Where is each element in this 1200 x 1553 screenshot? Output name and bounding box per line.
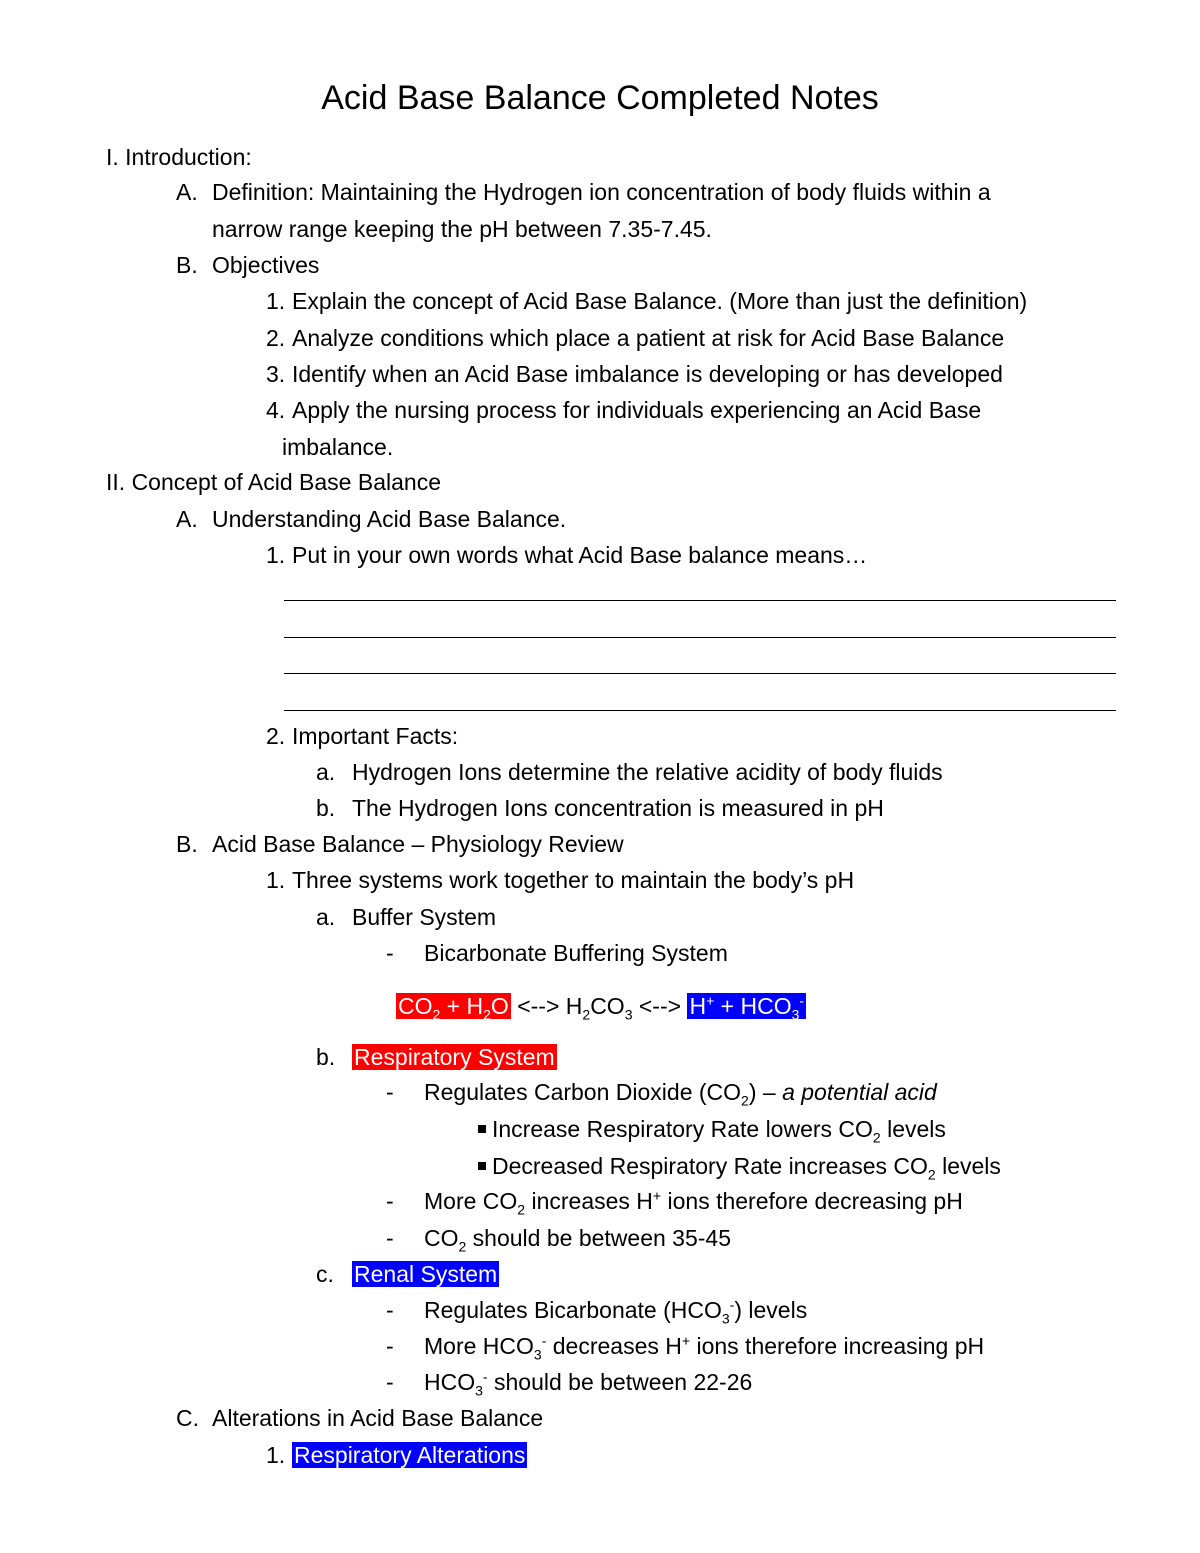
resp-more-line: [386, 1186, 963, 1216]
letter-marker: A.: [176, 506, 198, 532]
renal-system-line: [316, 1259, 499, 1289]
resp-decrease-line: [478, 1151, 1001, 1181]
resp-increase-text: Increase Respiratory Rate lowers CO: [492, 1116, 873, 1142]
concept-heading: Concept of Acid Base Balance: [131, 469, 441, 495]
definition-text-1: Definition: Maintaining the Hydrogen ion concentration of body fluids within a: [212, 179, 991, 205]
renal-regulates-text: ) levels: [734, 1297, 808, 1323]
section-introduction: [106, 142, 252, 172]
letter-marker: a.: [316, 759, 336, 785]
physiology-heading: Acid Base Balance – Physiology Review: [212, 831, 624, 857]
answer-line[interactable]: [284, 673, 1116, 674]
definition-line-1: [176, 177, 991, 207]
dash-bullet: -: [386, 1333, 394, 1359]
number-marker: 2.: [266, 325, 286, 351]
objective-2: [266, 323, 1004, 353]
number-marker: 4.: [266, 397, 286, 423]
letter-marker: B.: [176, 831, 198, 857]
resp-range-text: CO: [424, 1225, 459, 1251]
renal-more-line: [386, 1331, 984, 1361]
objective-1-text: Explain the concept of Acid Base Balance. (More than just the definition): [292, 288, 1028, 314]
objective-2-text: Analyze conditions which place a patient at risk for Acid Base Balance: [292, 325, 1005, 351]
own-words-prompt: Put in your own words what Acid Base balance means…: [292, 542, 868, 568]
subscript: 3: [721, 1310, 730, 1327]
buffer-system-line: [316, 902, 496, 932]
alterations-heading: Alterations in Acid Base Balance: [212, 1405, 544, 1431]
superscript: +: [652, 1187, 662, 1204]
respiratory-alterations-heading: Respiratory Alterations: [294, 1442, 526, 1468]
renal-system-heading: Renal System: [354, 1261, 498, 1287]
superscript: -: [482, 1368, 488, 1385]
renal-regulates-text: Regulates Bicarbonate (HCO: [424, 1297, 722, 1323]
dash-bullet: -: [386, 1188, 394, 1214]
objectives-line: [176, 250, 319, 280]
resp-regulates-italic: a potential acid: [782, 1079, 937, 1105]
square-bullet-icon: [478, 1162, 486, 1170]
number-marker: 3.: [266, 361, 286, 387]
resp-more-text: ions therefore decreasing pH: [661, 1188, 963, 1214]
physiology-line: [176, 829, 624, 859]
eq-sup: -: [799, 992, 805, 1009]
bicarbonate-buffer-text: Bicarbonate Buffering System: [424, 940, 728, 966]
definition-text-2: narrow range keeping the pH between 7.35-7.45.: [212, 216, 712, 242]
roman-marker: I.: [106, 144, 119, 170]
roman-marker: II.: [106, 469, 126, 495]
number-marker: 1.: [266, 288, 286, 314]
resp-regulates-line: [386, 1077, 937, 1107]
letter-marker: c.: [316, 1261, 334, 1287]
eq-arrow: <-->: [632, 993, 688, 1019]
objective-4-text: Apply the nursing process for individuals experiencing an Acid Base: [292, 397, 982, 423]
resp-increase-text: levels: [880, 1116, 946, 1142]
resp-increase-line: [478, 1114, 946, 1144]
fact-a-text: Hydrogen Ions determine the relative acidity of body fluids: [352, 759, 943, 785]
square-bullet-icon: [478, 1125, 486, 1133]
eq-sub: 2: [432, 1006, 441, 1023]
eq-arrow-h: <--> H: [510, 993, 583, 1019]
renal-range-text: HCO: [424, 1369, 476, 1395]
resp-range-line: [386, 1223, 731, 1253]
buffer-equation: [396, 991, 806, 1021]
fact-b-text: The Hydrogen Ions concentration is measured in pH: [352, 795, 884, 821]
resp-regulates-text: Regulates Carbon Dioxide (CO: [424, 1079, 742, 1105]
resp-range-text: should be between 35-45: [466, 1225, 731, 1251]
renal-range-text: should be between 22-26: [487, 1369, 753, 1395]
important-facts-line: [266, 721, 458, 751]
equation-products-highlight: [687, 992, 806, 1023]
objective-4-continued: imbalance.: [282, 434, 394, 460]
eq-co: CO: [398, 993, 433, 1019]
objective-3-text: Identify when an Acid Base imbalance is developing or has developed: [292, 361, 1003, 387]
superscript: -: [541, 1332, 547, 1349]
renal-regulates-line: [386, 1295, 807, 1325]
subscript: 2: [741, 1092, 749, 1109]
superscript: +: [681, 1332, 691, 1349]
fact-a: [316, 757, 943, 787]
equation-reactants-highlight: [396, 993, 511, 1023]
eq-sup: +: [706, 992, 715, 1009]
fact-b: [316, 793, 884, 823]
letter-marker: A.: [176, 179, 198, 205]
resp-more-text: increases H: [525, 1188, 653, 1214]
number-marker: 2.: [266, 723, 286, 749]
three-systems-text: Three systems work together to maintain the body’s pH: [292, 867, 855, 893]
letter-marker: a.: [316, 904, 336, 930]
dash-bullet: -: [386, 1079, 394, 1105]
renal-range-line: [386, 1367, 752, 1397]
eq-plus-h: + H: [440, 993, 484, 1019]
eq-co: CO: [590, 993, 625, 1019]
buffer-system-heading: Buffer System: [352, 904, 497, 930]
eq-o: O: [490, 993, 509, 1019]
subscript: 2: [927, 1166, 936, 1183]
understanding-heading: Understanding Acid Base Balance.: [212, 506, 567, 532]
resp-decrease-text: Decreased Respiratory Rate increases CO: [492, 1153, 928, 1179]
own-words-line: [266, 540, 867, 570]
respiratory-system-heading: Respiratory System: [354, 1044, 555, 1070]
eq-h: H: [689, 993, 707, 1019]
respiratory-alterations-line: [266, 1440, 527, 1470]
dash-bullet: -: [386, 1225, 394, 1251]
subscript: 3: [475, 1382, 483, 1399]
number-marker: 1.: [266, 1442, 286, 1468]
renal-more-text: decreases H: [546, 1333, 682, 1359]
renal-more-text: ions therefore increasing pH: [690, 1333, 985, 1359]
alterations-line: [176, 1403, 543, 1433]
number-marker: 1.: [266, 542, 286, 568]
letter-marker: b.: [316, 1044, 336, 1070]
eq-sub: 2: [582, 1006, 591, 1023]
superscript: -: [729, 1296, 735, 1313]
introduction-heading: Introduction:: [125, 144, 252, 170]
answer-line[interactable]: [284, 637, 1116, 638]
letter-marker: C.: [176, 1405, 199, 1431]
eq-sub: 3: [791, 1006, 800, 1023]
resp-decrease-text: levels: [935, 1153, 1001, 1179]
bicarbonate-buffer-line: [386, 938, 728, 968]
page-title: Acid Base Balance Completed Notes: [321, 79, 879, 117]
objective-4: [266, 395, 981, 425]
resp-more-text: More CO: [424, 1188, 518, 1214]
subscript: 2: [458, 1238, 467, 1255]
respiratory-system-line: [316, 1042, 557, 1072]
objectives-heading: Objectives: [212, 252, 320, 278]
resp-regulates-text: ) –: [748, 1079, 783, 1105]
eq-sub: 2: [483, 1006, 491, 1023]
letter-marker: b.: [316, 795, 336, 821]
three-systems-line: [266, 865, 854, 895]
important-facts-heading: Important Facts:: [292, 723, 459, 749]
understanding-line: [176, 504, 566, 534]
subscript: 2: [517, 1201, 526, 1218]
eq-sub: 3: [624, 1006, 633, 1023]
subscript: 2: [872, 1129, 881, 1146]
letter-marker: B.: [176, 252, 198, 278]
answer-line[interactable]: [284, 600, 1116, 601]
dash-bullet: -: [386, 1297, 394, 1323]
objective-1: [266, 286, 1027, 316]
number-marker: 1.: [266, 867, 286, 893]
section-concept: [106, 467, 441, 497]
renal-more-text: More HCO: [424, 1333, 534, 1359]
objective-3: [266, 359, 1003, 389]
answer-line[interactable]: [284, 710, 1116, 711]
subscript: 3: [533, 1346, 542, 1363]
dash-bullet: -: [386, 940, 394, 966]
eq-plus-hco: + HCO: [714, 993, 792, 1019]
dash-bullet: -: [386, 1369, 394, 1395]
